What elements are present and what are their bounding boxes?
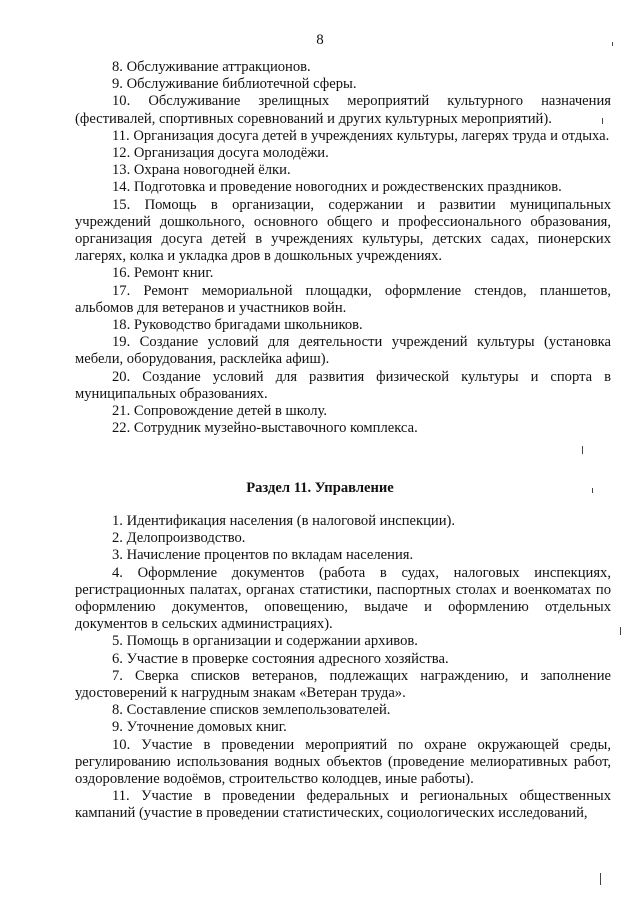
list-item: 1. Идентификация населения (в налоговой инспекции).	[112, 513, 456, 529]
scan-speck	[620, 627, 621, 635]
list-item: 18. Руководство бригадами школьников.	[112, 317, 363, 334]
list-item: 19. Создание условий для деятельности учреждений культуры (установка мебели, оборудования, расклейка афиш).	[75, 334, 611, 368]
page-number: 8	[316, 32, 324, 48]
list-item: 8. Составление списков землепользователей.	[112, 702, 391, 719]
scan-speck	[582, 446, 583, 454]
list-item: 4. Оформление документов (работа в судах, налоговых инспекциях, регистрационных палатах, органах статистики, паспортных столах и военкоматах по оформлению документов, оповещению, выдаче и оформлению отдельных документов в сельских администрациях).	[75, 564, 611, 633]
scan-speck	[612, 42, 613, 46]
list-management	[75, 513, 611, 823]
list-item: 11. Организация досуга детей в учреждениях культуры, лагерях труда и отдыха.	[112, 127, 610, 144]
list-item: 6. Участие в проверке состояния адресного хозяйства.	[112, 650, 449, 667]
list-item: 17. Ремонт мемориальной площадки, оформление стендов, планшетов, альбомов для ветеранов и участников войн.	[75, 282, 611, 316]
list-item: 22. Сотрудник музейно-выставочного комплекса.	[112, 420, 418, 437]
list-item: 20. Создание условий для развития физической культуры и спорта в муниципальных образованиях.	[75, 368, 611, 402]
list-item: 8. Обслуживание аттракционов.	[112, 59, 311, 75]
list-item: 15. Помощь в организации, содержании и развитии муниципальных учреждений дошкольного, основного общего и профессионального образования, организация досуга детей в учреждениях культуры, детских садах, пионерских лагерях, колка и укладка дров в дошкольных учреждениях.	[75, 196, 611, 265]
list-item: 13. Охрана новогодней ёлки.	[112, 162, 291, 179]
list-item: 9. Обслуживание библиотечной сферы.	[112, 76, 357, 93]
list-item: 16. Ремонт книг.	[112, 265, 214, 282]
scan-speck	[600, 873, 601, 885]
list-culture	[75, 59, 611, 437]
list-item: 9. Уточнение домовых книг.	[112, 719, 287, 736]
list-item: 14. Подготовка и проведение новогодних и рождественских праздников.	[112, 179, 562, 196]
scan-speck	[592, 488, 593, 493]
list-item: 12. Организация досуга молодёжи.	[112, 145, 329, 162]
section-title: Раздел 11. Управление	[246, 480, 394, 496]
list-item: 11. Участие в проведении федеральных и региональных общественных кампаний (участие в проведении статистических, социологических исследований,	[75, 788, 611, 822]
list-item: 2. Делопроизводство.	[112, 530, 246, 547]
list-item: 3. Начисление процентов по вкладам населения.	[112, 547, 414, 564]
scan-speck	[602, 118, 603, 124]
list-item: 7. Сверка списков ветеранов, подлежащих награждению, и заполнение удостоверений к нагрудным знакам «Ветеран труда».	[75, 667, 611, 702]
list-item: 5. Помощь в организации и содержании архивов.	[112, 633, 418, 650]
list-item: 10. Обслуживание зрелищных мероприятий культурного назначения (фестивалей, спортивных соревнований и других культурных мероприятий).	[75, 93, 611, 127]
list-item: 10. Участие в проведении мероприятий по охране окружающей среды, регулированию использования водных объектов (проведение мелиоративных работ, оздоровление водоёмов, строительство колодцев, иные работы).	[75, 736, 611, 788]
list-item: 21. Сопровождение детей в школу.	[112, 403, 327, 420]
